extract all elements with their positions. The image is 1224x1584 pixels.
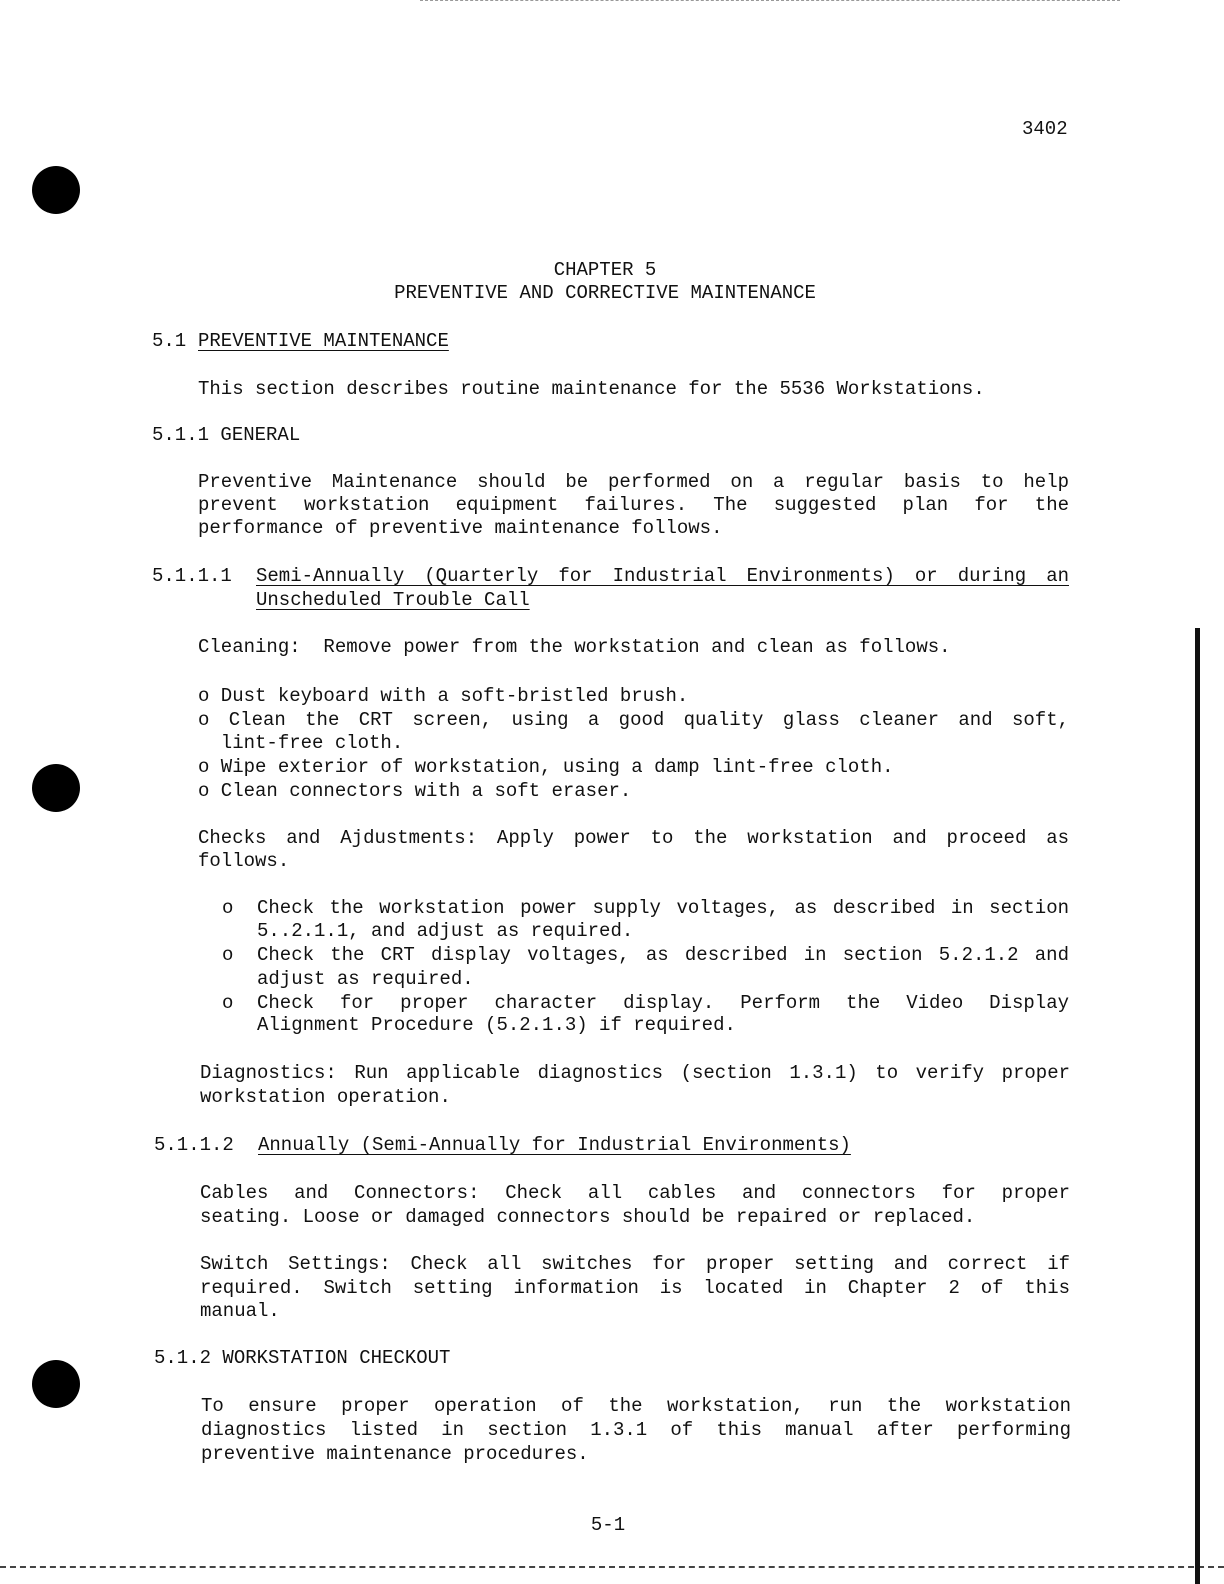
section-5-1-1-1-title-line-1: Semi-Annually (Quarterly for Industrial Environments) or during an	[256, 565, 1069, 587]
check-item-1-bullet: o	[222, 897, 234, 919]
section-5-1-1-heading: 5.1.1 GENERAL	[152, 424, 301, 446]
punch-hole-middle	[32, 764, 80, 812]
switch-line-1: Switch Settings: Check all switches for proper setting and correct if	[200, 1253, 1070, 1275]
section-5-1-2-heading: 5.1.2 WORKSTATION CHECKOUT	[154, 1347, 451, 1369]
punch-hole-bottom	[32, 1360, 80, 1408]
chapter-title: PREVENTIVE AND CORRECTIVE MAINTENANCE	[394, 282, 816, 304]
check-item-1-line-2: 5..2.1.1, and adjust as required.	[257, 920, 634, 942]
section-5-1-text: This section describes routine maintenance for the 5536 Workstations.	[198, 378, 985, 400]
check-item-2-line-1: Check the CRT display voltages, as described in section 5.2.1.2 and	[257, 944, 1069, 966]
check-item-2-bullet: o	[222, 944, 234, 966]
section-5-1-1-1-number: 5.1.1.1	[152, 565, 232, 587]
check-item-2-line-2: adjust as required.	[257, 968, 474, 990]
page-footer-number: 5-1	[590, 1514, 626, 1536]
switch-line-3: manual.	[200, 1300, 280, 1322]
punch-hole-top	[32, 166, 80, 214]
checkout-line-3: preventive maintenance procedures.	[201, 1443, 589, 1465]
cleaning-item-4: o Clean connectors with a soft eraser.	[198, 780, 632, 802]
right-margin-bar	[1195, 628, 1200, 1584]
checkout-line-2: diagnostics listed in section 1.3.1 of this manual after performing	[201, 1419, 1071, 1441]
page-number: 3402	[1022, 118, 1068, 140]
general-text-line-2: prevent workstation equipment failures. The suggested plan for the	[198, 494, 1069, 516]
section-5-1-1-2-number: 5.1.1.2	[154, 1134, 234, 1156]
section-5-1-number: 5.1	[152, 330, 187, 352]
check-item-3-line-1: Check for proper character display. Perform the Video Display	[257, 992, 1069, 1014]
section-5-1-1-2-title: Annually (Semi-Annually for Industrial Environments)	[258, 1134, 851, 1156]
cleaning-item-2: o Clean the CRT screen, using a good quality glass cleaner and soft,	[198, 709, 1069, 731]
chapter-label: CHAPTER 5	[553, 259, 657, 281]
section-5-1-1-1-title-line-2: Unscheduled Trouble Call	[256, 589, 530, 611]
diagnostics-line-2: workstation operation.	[200, 1086, 451, 1108]
diagnostics-line-1: Diagnostics: Run applicable diagnostics (section 1.3.1) to verify proper	[200, 1062, 1070, 1084]
check-item-3-bullet: o	[222, 992, 234, 1014]
cleaning-intro: Cleaning: Remove power from the workstation and clean as follows.	[198, 636, 951, 658]
cleaning-item-1: o Dust keyboard with a soft-bristled brush.	[198, 685, 689, 707]
general-text-line-1: Preventive Maintenance should be performed on a regular basis to help	[198, 471, 1069, 493]
switch-line-2: required. Switch setting information is located in Chapter 2 of this	[200, 1277, 1070, 1299]
cleaning-item-3: o Wipe exterior of workstation, using a damp lint-free cloth.	[198, 756, 894, 778]
check-item-3-line-2: Alignment Procedure (5.2.1.3) if required.	[257, 1014, 736, 1036]
general-text-line-3: performance of preventive maintenance follows.	[198, 517, 723, 539]
checks-intro-line-2: follows.	[198, 850, 290, 872]
bottom-edge-dash	[0, 1566, 1224, 1570]
checkout-line-1: To ensure proper operation of the workstation, run the workstation	[201, 1395, 1071, 1417]
cables-line-2: seating. Loose or damaged connectors should be repaired or replaced.	[200, 1206, 976, 1228]
cables-line-1: Cables and Connectors: Check all cables and connectors for proper	[200, 1182, 1070, 1204]
checks-intro-line-1: Checks and Ajdustments: Apply power to the workstation and proceed as	[198, 827, 1069, 849]
cleaning-item-2-cont: lint-free cloth.	[198, 732, 404, 754]
top-edge-dash	[420, 0, 1120, 2]
check-item-1-line-1: Check the workstation power supply voltages, as described in section	[257, 897, 1069, 919]
section-5-1-title: PREVENTIVE MAINTENANCE	[198, 330, 449, 352]
